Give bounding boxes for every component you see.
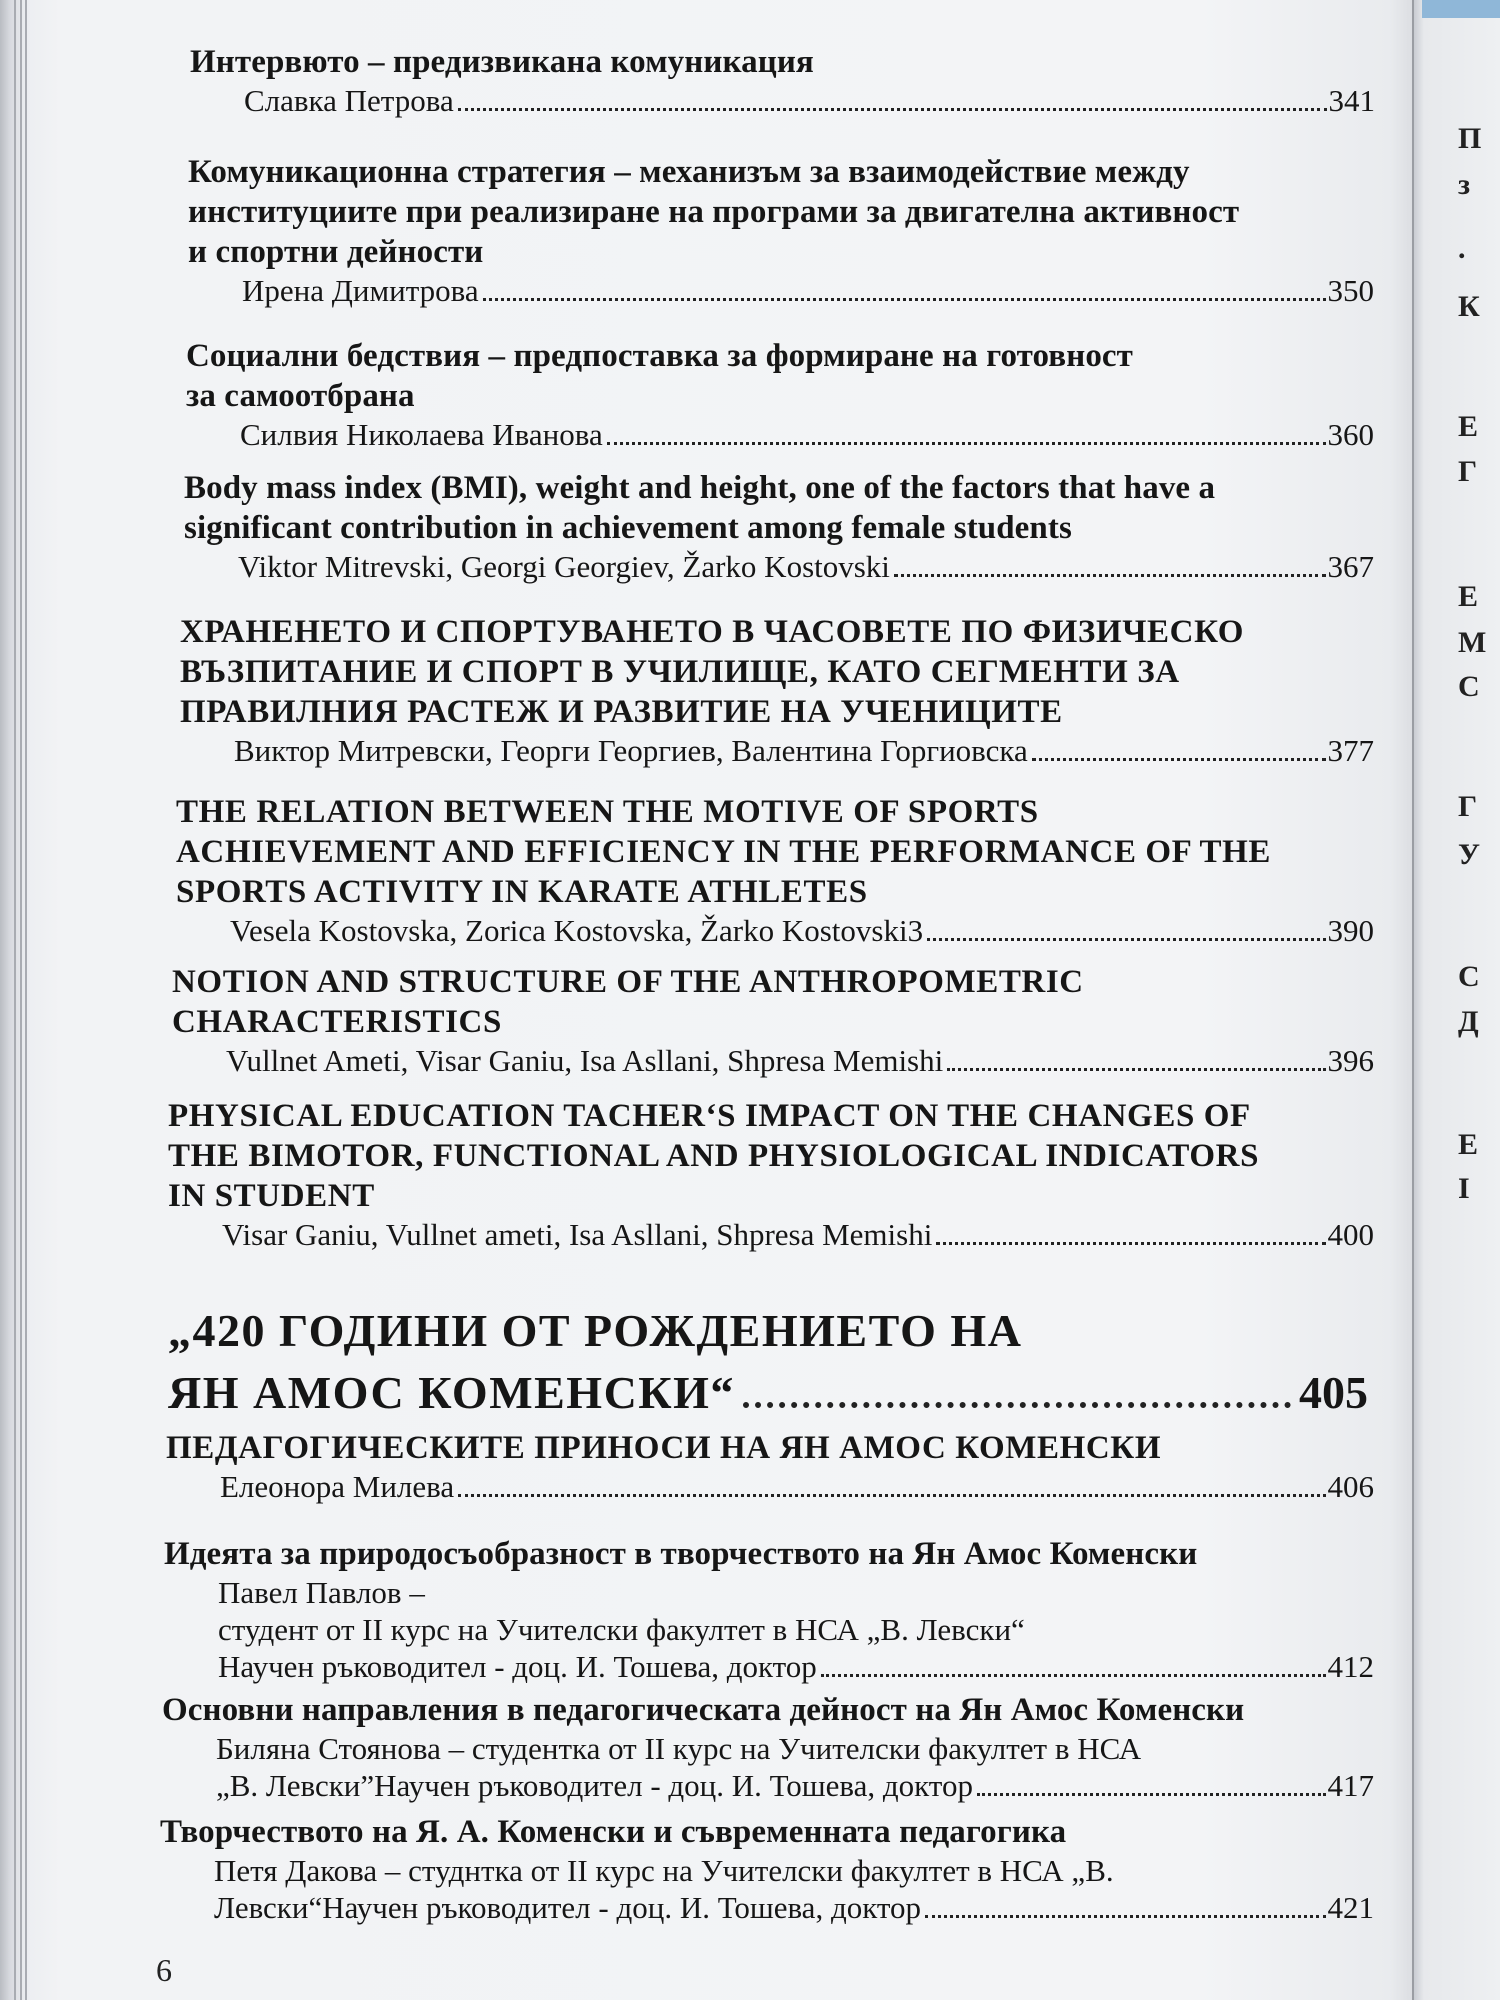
entry-title: Социални бедствия – предпоставка за формиране на готовност xyxy=(186,338,1133,374)
dot-leader xyxy=(607,442,1326,445)
entry-title: Интервюто – предизвикана комуникация xyxy=(190,44,814,80)
entry-author-row xyxy=(188,272,1374,309)
entry-page: 406 xyxy=(1327,1469,1374,1504)
next-page-fragment: Е xyxy=(1458,580,1479,613)
entry-authors: Научен ръководител - доц. И. Тошева, доктор xyxy=(218,1649,817,1684)
next-page-fragment: Е xyxy=(1458,410,1479,443)
entry-title: THE RELATION BETWEEN THE MOTIVE OF SPORTS xyxy=(176,794,1039,830)
entry-authors: Vullnet Ameti, Visar Ganiu, Isa Asllani, Shpresa Memishi xyxy=(226,1043,944,1078)
toc-entry[interactable] xyxy=(166,1428,1374,1505)
section-heading[interactable] xyxy=(168,1300,1368,1424)
toc-entry[interactable] xyxy=(162,1690,1374,1804)
entry-page: 421 xyxy=(1327,1890,1374,1925)
entry-title: Основни направления в педагогическата дейност на Ян Амос Коменски xyxy=(162,1692,1245,1728)
dot-leader xyxy=(947,1068,1325,1071)
entry-authors: Биляна Стоянова – студентка от II курс на Учителски факултет в НСА xyxy=(216,1731,1142,1766)
entry-authors: Viktor Mitrevski, Georgi Georgiev, Žarko Kostovski xyxy=(238,549,890,584)
entry-title: ACHIEVEMENT AND EFFICIENCY IN THE PERFORMANCE OF THE xyxy=(176,834,1271,870)
entry-page: 412 xyxy=(1327,1649,1374,1684)
entry-author-row xyxy=(160,1889,1374,1926)
entry-author-row xyxy=(166,1468,1374,1505)
entry-page: 360 xyxy=(1327,417,1374,452)
dot-leader xyxy=(743,1402,1291,1408)
entry-page: 417 xyxy=(1327,1768,1374,1803)
entry-author-row xyxy=(176,912,1374,949)
entry-page: 396 xyxy=(1327,1043,1374,1078)
section-title-row xyxy=(168,1362,1368,1424)
entry-authors: Ирена Димитрова xyxy=(242,273,479,308)
entry-title: THE BIMOTOR, FUNCTIONAL AND PHYSIOLOGICAL INDICATORS xyxy=(168,1138,1260,1174)
entry-title: Комуникационна стратегия – механизъм за взаимодействие между xyxy=(188,154,1190,190)
entry-title: ПЕДАГОГИЧЕСКИТЕ ПРИНОСИ НА ЯН АМОС КОМЕНСКИ xyxy=(166,1430,1162,1466)
next-page-fragment: Г xyxy=(1458,455,1478,488)
next-page-fragment: Д xyxy=(1458,1005,1479,1038)
entry-author-row xyxy=(184,548,1374,585)
dot-leader xyxy=(925,1915,1325,1918)
page-number: 6 xyxy=(156,1952,172,1988)
entry-author-row xyxy=(190,82,1375,119)
section-title: ЯН АМОС КОМЕНСКИ“ xyxy=(168,1367,735,1418)
entry-title: ПРАВИЛНИЯ РАСТЕЖ И РАЗВИТИЕ НА УЧЕНИЦИТЕ xyxy=(180,694,1063,730)
dot-leader xyxy=(936,1242,1325,1245)
next-page-fragment: С xyxy=(1458,960,1480,993)
entry-author-row xyxy=(162,1767,1374,1804)
entry-title: за самоотбрана xyxy=(186,378,415,414)
entry-authors: Павел Павлов – xyxy=(218,1575,425,1610)
next-page-fragment: з xyxy=(1458,168,1471,201)
toc-entry[interactable] xyxy=(186,336,1374,453)
section-page: 405 xyxy=(1299,1367,1368,1418)
entry-page: 367 xyxy=(1327,549,1374,584)
toc-entry[interactable] xyxy=(172,962,1374,1079)
next-page-edge xyxy=(1412,0,1500,2000)
dot-leader xyxy=(927,938,1325,941)
next-page-fragment: У xyxy=(1458,838,1481,871)
next-page-fragment: Е xyxy=(1458,1128,1479,1161)
entry-title: и спортни дейности xyxy=(188,234,484,270)
entry-title: significant contribution in achievement among female students xyxy=(184,510,1072,546)
next-page-fragment: Г xyxy=(1458,790,1478,823)
dot-leader xyxy=(458,1494,1325,1497)
next-page-fragment: . xyxy=(1458,232,1466,265)
entry-authors: студент от II курс на Учителски факултет в НСА „В. Левски“ xyxy=(218,1612,1025,1647)
entry-title: PHYSICAL EDUCATION TACHER‘S IMPACT ON THE CHANGES OF xyxy=(168,1098,1251,1134)
dot-leader xyxy=(821,1674,1326,1677)
entry-title: NOTION AND STRUCTURE OF THE ANTHROPOMETRIC xyxy=(172,964,1084,1000)
toc-entry[interactable] xyxy=(168,1096,1374,1253)
entry-authors: Vesela Kostovska, Zorica Kostovska, Žarko Kostovski3 xyxy=(230,913,924,948)
entry-title: IN STUDENT xyxy=(168,1178,375,1214)
dot-leader xyxy=(977,1793,1326,1796)
toc-entry[interactable] xyxy=(164,1534,1374,1685)
entry-title: Идеята за природосъобразност в творчеството на Ян Амос Коменски xyxy=(164,1536,1198,1572)
entry-authors: „В. Левски”Научен ръководител - доц. И. Тошева, доктор xyxy=(216,1768,973,1803)
dot-leader xyxy=(894,574,1326,577)
entry-author-row xyxy=(180,732,1374,769)
entry-authors: Виктор Митревски, Георги Георгиев, Валентина Горгиовска xyxy=(234,733,1028,768)
entry-page: 350 xyxy=(1327,273,1374,308)
entry-title: Творчеството на Я. А. Коменски и съвременната педагогика xyxy=(160,1814,1067,1850)
entry-page: 377 xyxy=(1327,733,1374,768)
entry-title: институциите при реализиране на програми за двигателна активност xyxy=(188,194,1240,230)
toc-entry[interactable] xyxy=(190,42,1375,119)
next-page-fragment: П xyxy=(1458,122,1482,155)
dot-leader xyxy=(483,298,1326,301)
entry-authors: Левски“Научен ръководител - доц. И. Тошева, доктор xyxy=(214,1890,922,1925)
next-page-fragment: К xyxy=(1458,290,1480,323)
entry-title: ХРАНЕНЕТО И СПОРТУВАНЕТО В ЧАСОВЕТЕ ПО ФИЗИЧЕСКО xyxy=(180,614,1245,650)
toc-entry[interactable] xyxy=(180,612,1374,769)
entry-title: CHARACTERISTICS xyxy=(172,1004,502,1040)
toc-entry[interactable] xyxy=(176,792,1374,949)
entry-authors: Славка Петрова xyxy=(244,83,454,118)
entry-author-row xyxy=(168,1216,1374,1253)
entry-author-row xyxy=(164,1648,1374,1685)
entry-authors: Елеонора Милева xyxy=(220,1469,455,1504)
entry-title: ВЪЗПИТАНИЕ И СПОРТ В УЧИЛИЩЕ, КАТО СЕГМЕНТИ ЗА xyxy=(180,654,1180,690)
blue-tab-edge xyxy=(1422,0,1500,18)
entry-author-row xyxy=(186,416,1374,453)
entry-authors: Visar Ganiu, Vullnet ameti, Isa Asllani, Shpresa Memishi xyxy=(222,1217,933,1252)
entry-authors: Силвия Николаева Иванова xyxy=(240,417,603,452)
dot-leader xyxy=(458,108,1327,111)
dot-leader xyxy=(1032,758,1326,761)
entry-page: 390 xyxy=(1327,913,1374,948)
next-page-fragment: І xyxy=(1458,1172,1470,1205)
entry-author-row xyxy=(172,1042,1374,1079)
entry-page: 400 xyxy=(1327,1217,1374,1252)
entry-title: SPORTS ACTIVITY IN KARATE ATHLETES xyxy=(176,874,868,910)
entry-page: 341 xyxy=(1328,83,1375,118)
next-page-fragment: М xyxy=(1458,626,1487,659)
toc-entry[interactable] xyxy=(188,152,1374,309)
entry-title: Body mass index (BMI), weight and height, one of the factors that have a xyxy=(184,470,1216,506)
toc-entry[interactable] xyxy=(184,468,1374,585)
entry-authors: Петя Дакова – студнтка от II курс на Учителски факултет в НСА „В. xyxy=(214,1853,1114,1888)
toc-entry[interactable] xyxy=(160,1812,1374,1926)
next-page-fragment: С xyxy=(1458,670,1480,703)
section-title: „420 ГОДИНИ ОТ РОЖДЕНИЕТО НА xyxy=(168,1305,1023,1356)
